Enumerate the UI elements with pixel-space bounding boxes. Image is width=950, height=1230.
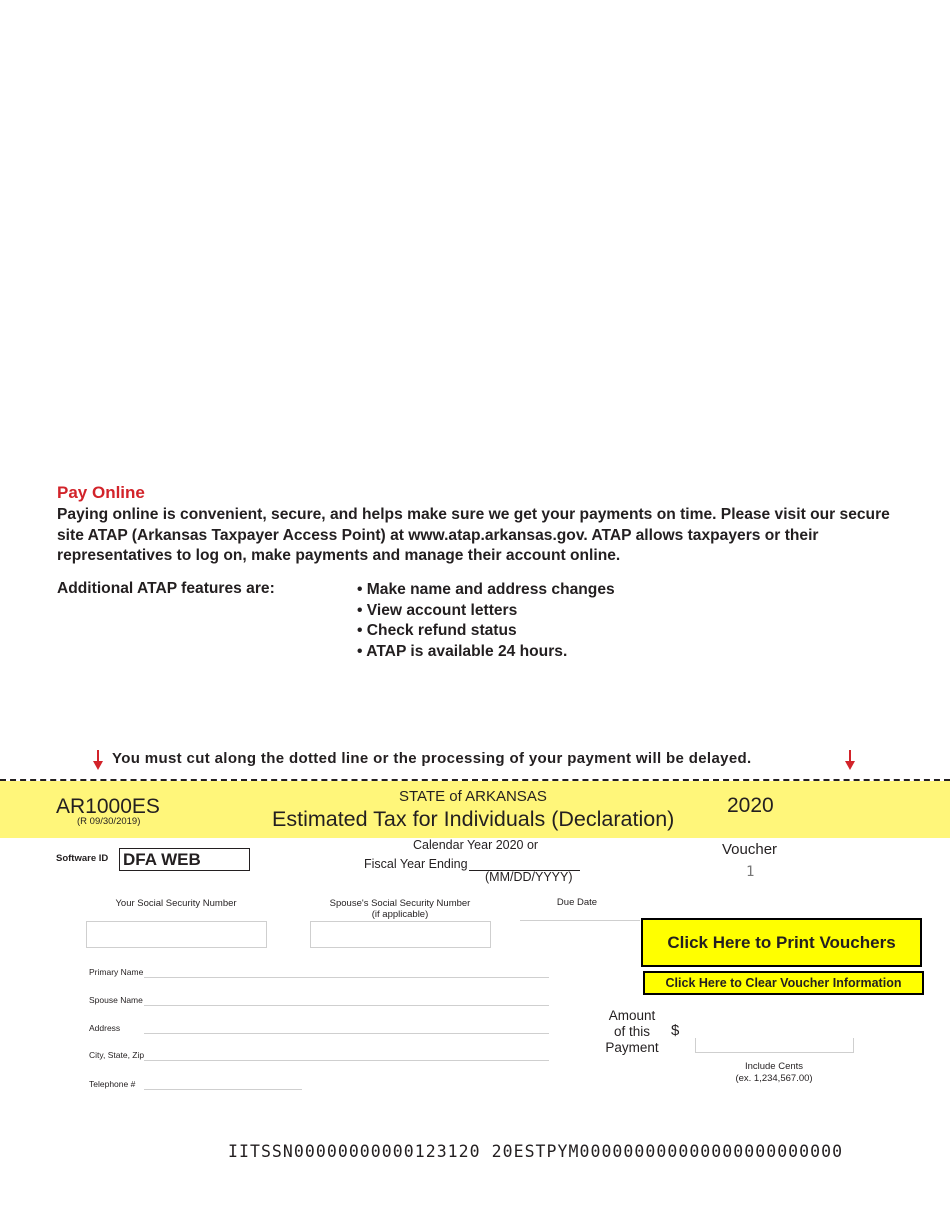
cents-example: (ex. 1,234,567.00): [735, 1072, 813, 1084]
calendar-year-text: Calendar Year 2020 or: [413, 838, 539, 852]
down-arrow-icon: [91, 749, 105, 771]
date-format-hint: (MM/DD/YYYY): [485, 870, 573, 884]
voucher-label: Voucher: [722, 841, 778, 858]
form-id: AR1000ES: [56, 795, 160, 818]
tax-year: 2020: [727, 794, 774, 817]
cents-note-text: Include Cents: [744, 1061, 804, 1072]
pay-online-body: Paying online is convenient, secure, and helps make sure we get your payments on time. Please visit our secure site ATAP (Arkansas Taxpayer Access Point) at www.atap.arkansas.gov. ATAP allows taxpayers or their representatives to log on, make payments and manage their account online.: [57, 506, 890, 564]
feature-item: • ATAP is available 24 hours.: [357, 642, 568, 660]
features-list: [357, 580, 615, 662]
ssn-label: Your Social Security Number: [115, 898, 237, 909]
due-date-field: [520, 920, 640, 921]
down-arrow-icon: [843, 749, 857, 771]
primary-name-label: Primary Name: [89, 967, 144, 977]
telephone-field[interactable]: [144, 1089, 302, 1090]
spouse-name-label: Spouse Name: [89, 995, 143, 1005]
scan-line: IITSSN00000000000123120 20ESTPYM000000000000000000000000: [228, 1142, 844, 1161]
software-id-value: DFA WEB: [119, 848, 250, 871]
spouse-name-field[interactable]: [144, 1005, 549, 1006]
feature-item: • Check refund status: [357, 622, 517, 640]
spouse-ssn-note: (if applicable): [371, 909, 429, 920]
address-field[interactable]: [144, 1033, 549, 1034]
ssn-field[interactable]: [86, 921, 267, 948]
feature-item: • Make name and address changes: [357, 581, 615, 598]
pay-online-title: Pay Online: [57, 483, 145, 502]
telephone-label: Telephone #: [89, 1079, 136, 1089]
amount-label: Amount of this Payment: [605, 1008, 659, 1055]
cents-note: [728, 1061, 820, 1084]
spouse-ssn-label: Spouse's Social Security Number: [329, 898, 471, 909]
print-vouchers-button[interactable]: Click Here to Print Vouchers: [641, 918, 922, 967]
clear-voucher-button[interactable]: Click Here to Clear Voucher Information: [643, 971, 924, 995]
feature-item: • View account letters: [357, 601, 518, 619]
primary-name-field[interactable]: [144, 977, 549, 978]
city-state-zip-label: City, State, Zip: [89, 1050, 145, 1060]
software-id-label: Software ID: [56, 853, 109, 864]
spouse-ssn-field[interactable]: [310, 921, 491, 948]
city-state-zip-field[interactable]: [144, 1060, 549, 1061]
form-title: Estimated Tax for Individuals (Declaration): [272, 807, 675, 831]
form-revision: (R 09/30/2019): [77, 816, 141, 827]
state-name: STATE of ARKANSAS: [399, 788, 547, 805]
cut-notice: You must cut along the dotted line or the processing of your payment will be delayed.: [112, 750, 752, 767]
fiscal-year-label: Fiscal Year Ending: [364, 857, 468, 871]
amount-field[interactable]: [695, 1038, 854, 1053]
address-label: Address: [89, 1023, 121, 1033]
features-label: Additional ATAP features are:: [57, 580, 275, 597]
dollar-sign: $: [671, 1022, 680, 1039]
due-date-label: Due Date: [556, 897, 598, 908]
voucher-number: 1: [746, 864, 755, 880]
